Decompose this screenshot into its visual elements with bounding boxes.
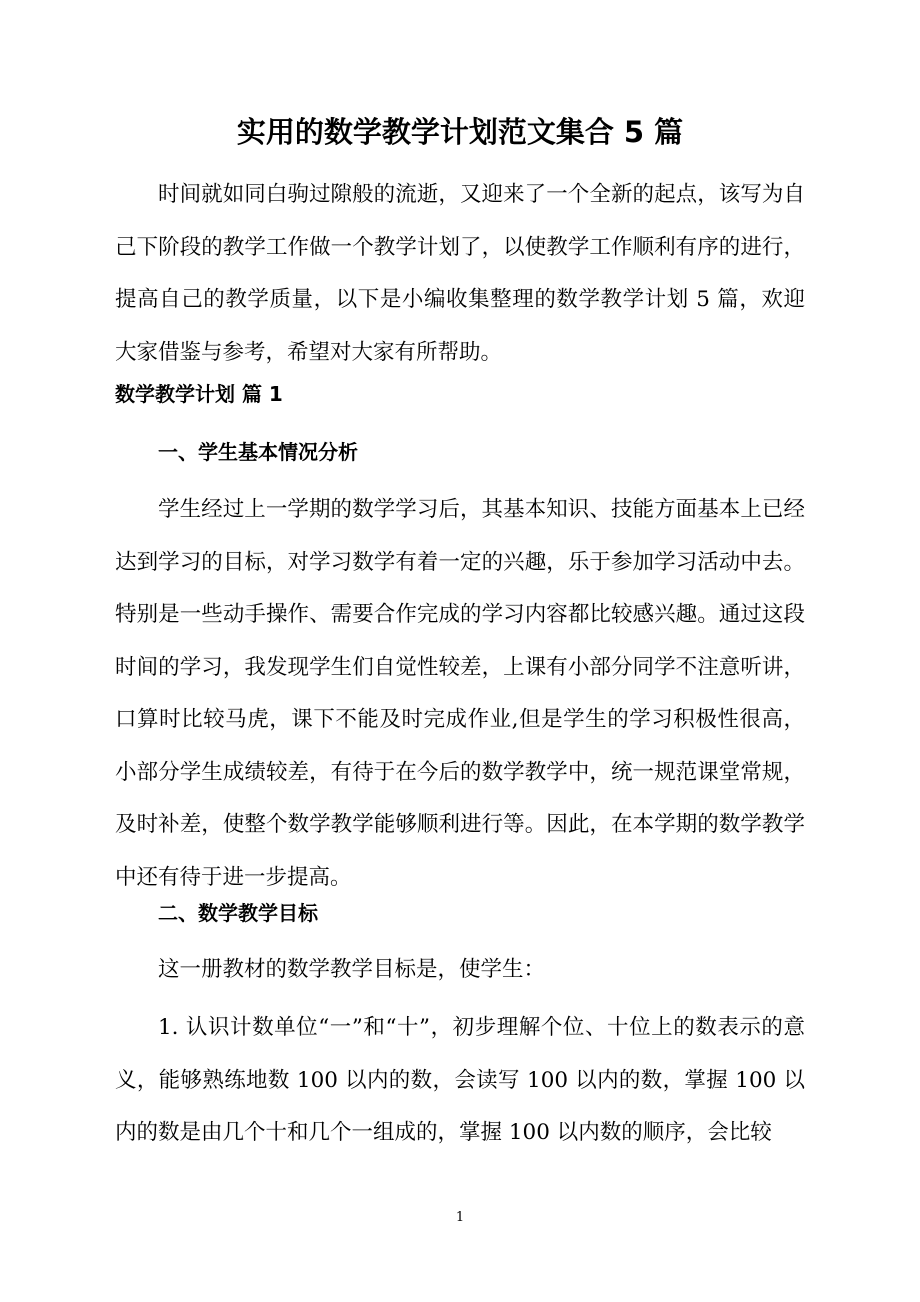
goal-item-1: 1. 认识计数单位“一”和“十”，初步理解个位、十位上的数表示的意义，能够熟练地数 100 以内的数，会读写 100 以内的数，掌握 100 以内的数是由几个十和几个一组成的，掌握 100 以内数的顺序，会比较	[115, 1015, 805, 1145]
intro-paragraph: 时间就如同白驹过隙般的流逝，又迎来了一个全新的起点，该写为自己下阶段的教学工作做一个教学计划了，以使教学工作顺利有序的进行，提高自己的教学质量，以下是小编收集整理的数学教学计划 5 篇，欢迎大家借鉴与参考，希望对大家有所帮助。	[115, 182, 805, 365]
heading-teaching-goals: 二、数学教学目标	[158, 901, 318, 925]
document-title: 实用的数学教学计划范文集合 5 篇	[236, 115, 684, 149]
page-number: 1	[455, 1210, 465, 1225]
teaching-goals-intro: 这一册教材的数学教学目标是，使学生：	[158, 957, 546, 982]
heading-student-analysis: 一、学生基本情况分析	[158, 440, 358, 464]
section-title: 数学教学计划 篇 1	[115, 382, 283, 406]
student-analysis-paragraph: 学生经过上一学期的数学学习后，其基本知识、技能方面基本上已经达到学习的目标，对学习数学有着一定的兴趣，乐于参加学习活动中去。特别是一些动手操作、需要合作完成的学习内容都比较感兴趣。通过这段时间的学习，我发现学生们自觉性较差，上课有小部分同学不注意听讲，口算时比较马虎，课下不能及时完成作业,但是学生的学习积极性很高，小部分学生成绩较差，有待于在今后的数学教学中，统一规范课堂常规，及时补差，使整个数学教学能够顺利进行等。因此，在本学期的数学教学中还有待于进一步提高。	[115, 497, 805, 890]
